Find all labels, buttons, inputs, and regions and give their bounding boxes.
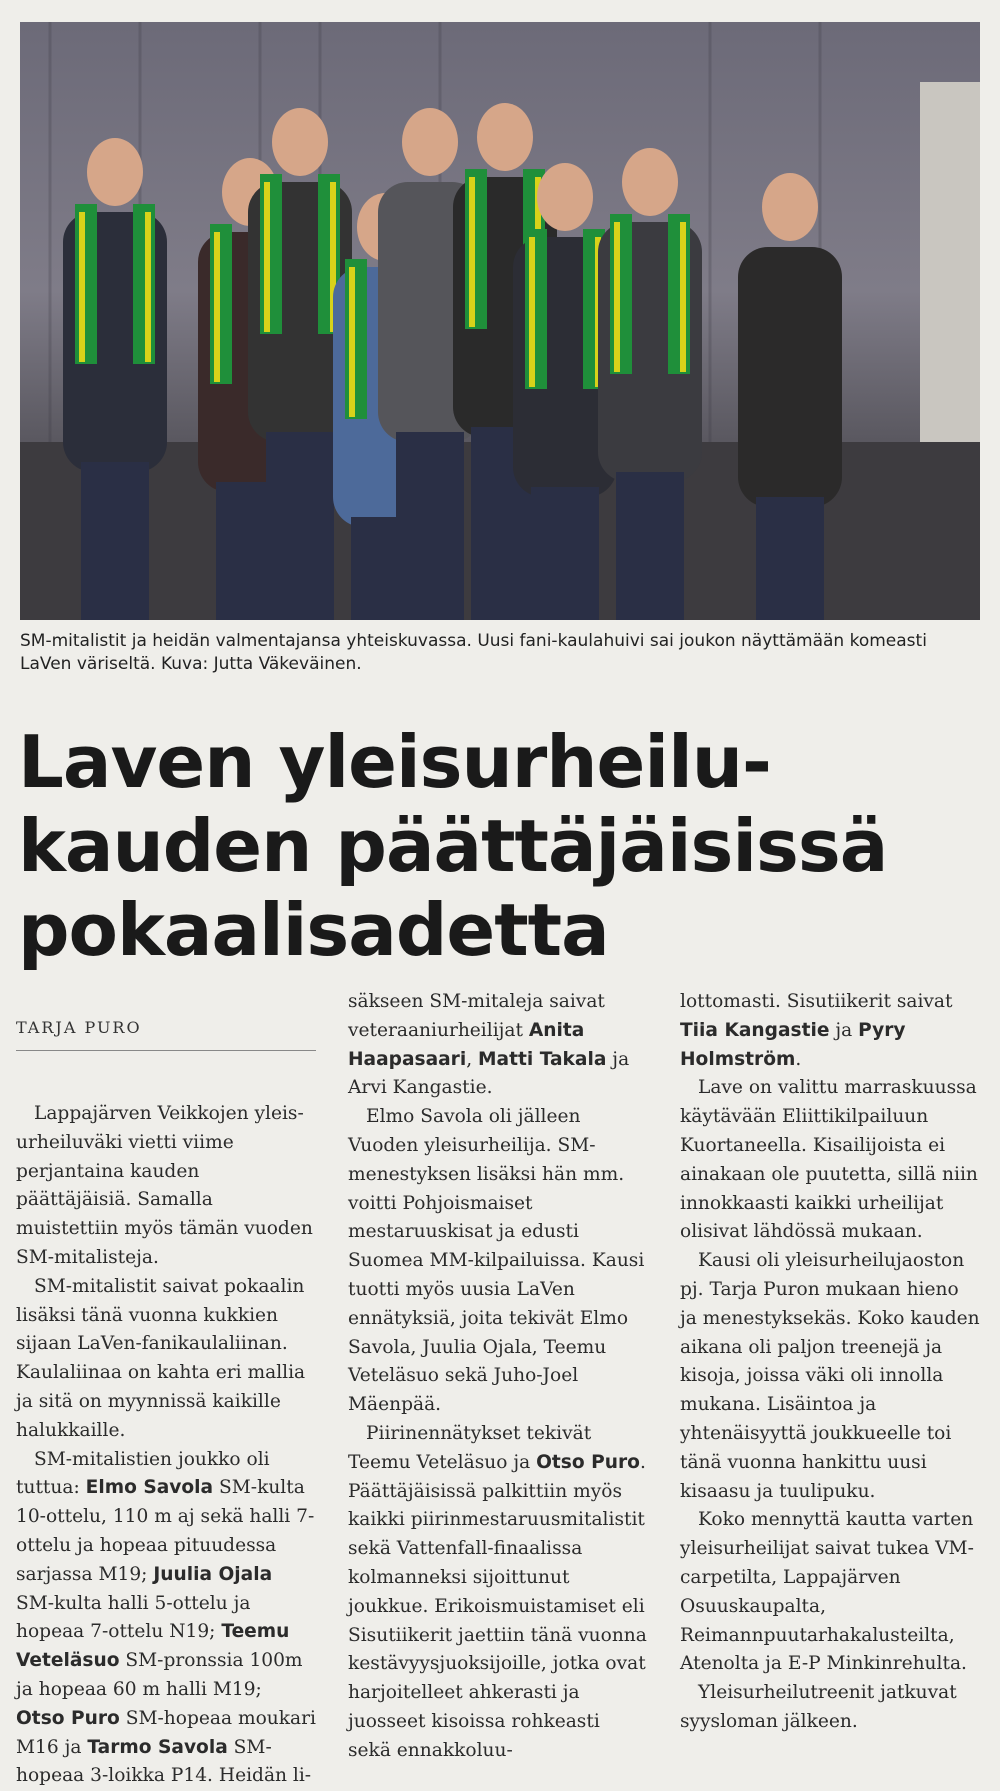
person-name: Teemu Veteläsuo — [16, 1621, 290, 1672]
group-photo-illustration — [20, 22, 980, 620]
person-name: Anita Haapasaari — [348, 1019, 585, 1070]
article-column-1 — [16, 1100, 316, 1791]
headline-line-1: Laven yleisurheilu- — [18, 720, 771, 804]
text-run: säkseen SM-mitaleja saivat veteraaniurheilijat — [348, 991, 605, 1041]
paragraph: Lave on valittu marraskuussa käytävään Eliittikilpailuun Kuortaneella. Kisailijoista ei ainakaan ole puutetta, sillä niin innokkaasti kaikki urheilijat olisivat lähdössä mukaan. — [680, 1077, 978, 1243]
paragraph: Kausi oli yleisurheilujaoston pj. Tarja Puron mukaan hieno ja menestyksekäs. Koko kauden aikana oli paljon treenejä ja kisoja, joissa väki oli innolla mukana. Lisäintoa ja yhtenäisyyttä joukkueelle toi tänä vuonna hankittu uusi kisaasu ja tuulipuku. — [680, 1250, 980, 1502]
paragraph: Koko mennyttä kautta varten yleisurheilijat saivat tukea VM-carpetilta, Lappajärven Osuuskaupalta, Reimannpuutarhakalusteilta, Atenolta ja E-P Minkinrehulta. — [680, 1509, 974, 1675]
headline-line-2: kauden päättäjäisissä — [18, 804, 888, 888]
photo-caption: SM-mitalistit ja heidän valmentajansa yhteiskuvassa. Uusi fani-kaulahuivi sai joukon näyttämään komeasti LaVen väriseltä. Kuva: Jutta Väkeväinen. — [20, 631, 927, 674]
text-run: Piirinennätykset tekivät Teemu Veteläsuo ja — [348, 1422, 592, 1473]
paragraph: Yleisurheilutreenit jatkuvat syysloman jälkeen. — [680, 1682, 957, 1732]
article-column-2 — [348, 988, 648, 1766]
text-run: SM-pronssia 100m ja hopeaa 60 m halli M19; — [16, 1650, 303, 1700]
text-run: SM-kulta halli 5-ottelu ja hopeaa 7-ottelu N19; — [16, 1592, 251, 1643]
paragraph — [348, 988, 648, 1103]
person-name: Otso Puro — [536, 1451, 640, 1473]
byline: TARJA PURO — [16, 1018, 142, 1037]
group-photo — [20, 22, 980, 620]
paragraph — [16, 1446, 316, 1791]
text-run: lottomasti. Sisutiikerit saivat — [680, 991, 953, 1012]
text-run: . Päättäjäisissä palkittiin myös kaikki piirinmestaruusmitalistit sekä Vattenfall-finaalissa kolmanneksi sijoittunut joukkue. Erikoismuistamiset eli Sisutiikerit jaettiin tänä vuonna kestävyysjuoksijoille, jotka ovat harjoitelleet ahkerasti ja juosseet kisoissa rohkeasti sekä ennakkoluu- — [348, 1451, 647, 1761]
paragraph: Lappajärven Veikkojen yleisurheiluväki vietti viime perjantaina kauden päättäjäisiä. Samalla muistettiin myös tämän vuoden SM-mitalisteja. — [16, 1103, 313, 1268]
text-run: SM-hopeaa 3-loikka P14. Heidän li- — [16, 1736, 312, 1787]
paragraph — [348, 1420, 648, 1766]
text-run: SM-kulta 10-ottelu, 110 m aj sekä halli 7-ottelu ja hopeaa pituudessa sarjassa M19; — [16, 1477, 315, 1585]
person-name: Juulia Ojala — [153, 1563, 273, 1585]
person-name: Otso Puro — [16, 1707, 120, 1729]
text-run: SM-hopeaa moukari M16 ja — [16, 1707, 316, 1758]
person-name: Tiia Kangastie — [680, 1019, 830, 1041]
person-name: Matti Takala — [478, 1048, 607, 1070]
byline-divider — [16, 1050, 316, 1051]
headline-line-3: pokaalisadetta — [18, 888, 609, 972]
text-run: SM-mitalistien joukko oli tuttua: — [16, 1448, 270, 1499]
paragraph: SM-mitalistit saivat pokaalin lisäksi tänä vuonna kukkien sijaan LaVen-fanikaulaliinan. Kaulaliinaa on kahta eri mallia ja sitä on myynnissä kaikille halukkaille. — [16, 1275, 306, 1441]
text-run: ja Arvi Kangastie. — [348, 1048, 630, 1099]
person-name: Elmo Savola — [85, 1477, 214, 1499]
article-column-3 — [680, 988, 980, 1737]
text-run: ja — [829, 1019, 859, 1041]
person-name: Pyry Holmström — [680, 1019, 906, 1070]
text-run: . — [795, 1048, 802, 1070]
person-name: Tarmo Savola — [87, 1736, 228, 1758]
article-headline — [18, 720, 988, 972]
text-run: , — [466, 1048, 479, 1070]
paragraph: Elmo Savola oli jälleen Vuoden yleisurheilija. SM-menestyksen lisäksi hän mm. voitti Pohjoismaiset mestaruuskisat ja edusti Suomea MM-kilpailuissa. Kausi tuotti myös uusia LaVen ennätyksiä, joita tekivät Elmo Savola, Juulia Ojala, Teemu Veteläsuo sekä Juho-Joel Mäenpää. — [348, 1106, 645, 1416]
paragraph — [680, 988, 980, 1074]
